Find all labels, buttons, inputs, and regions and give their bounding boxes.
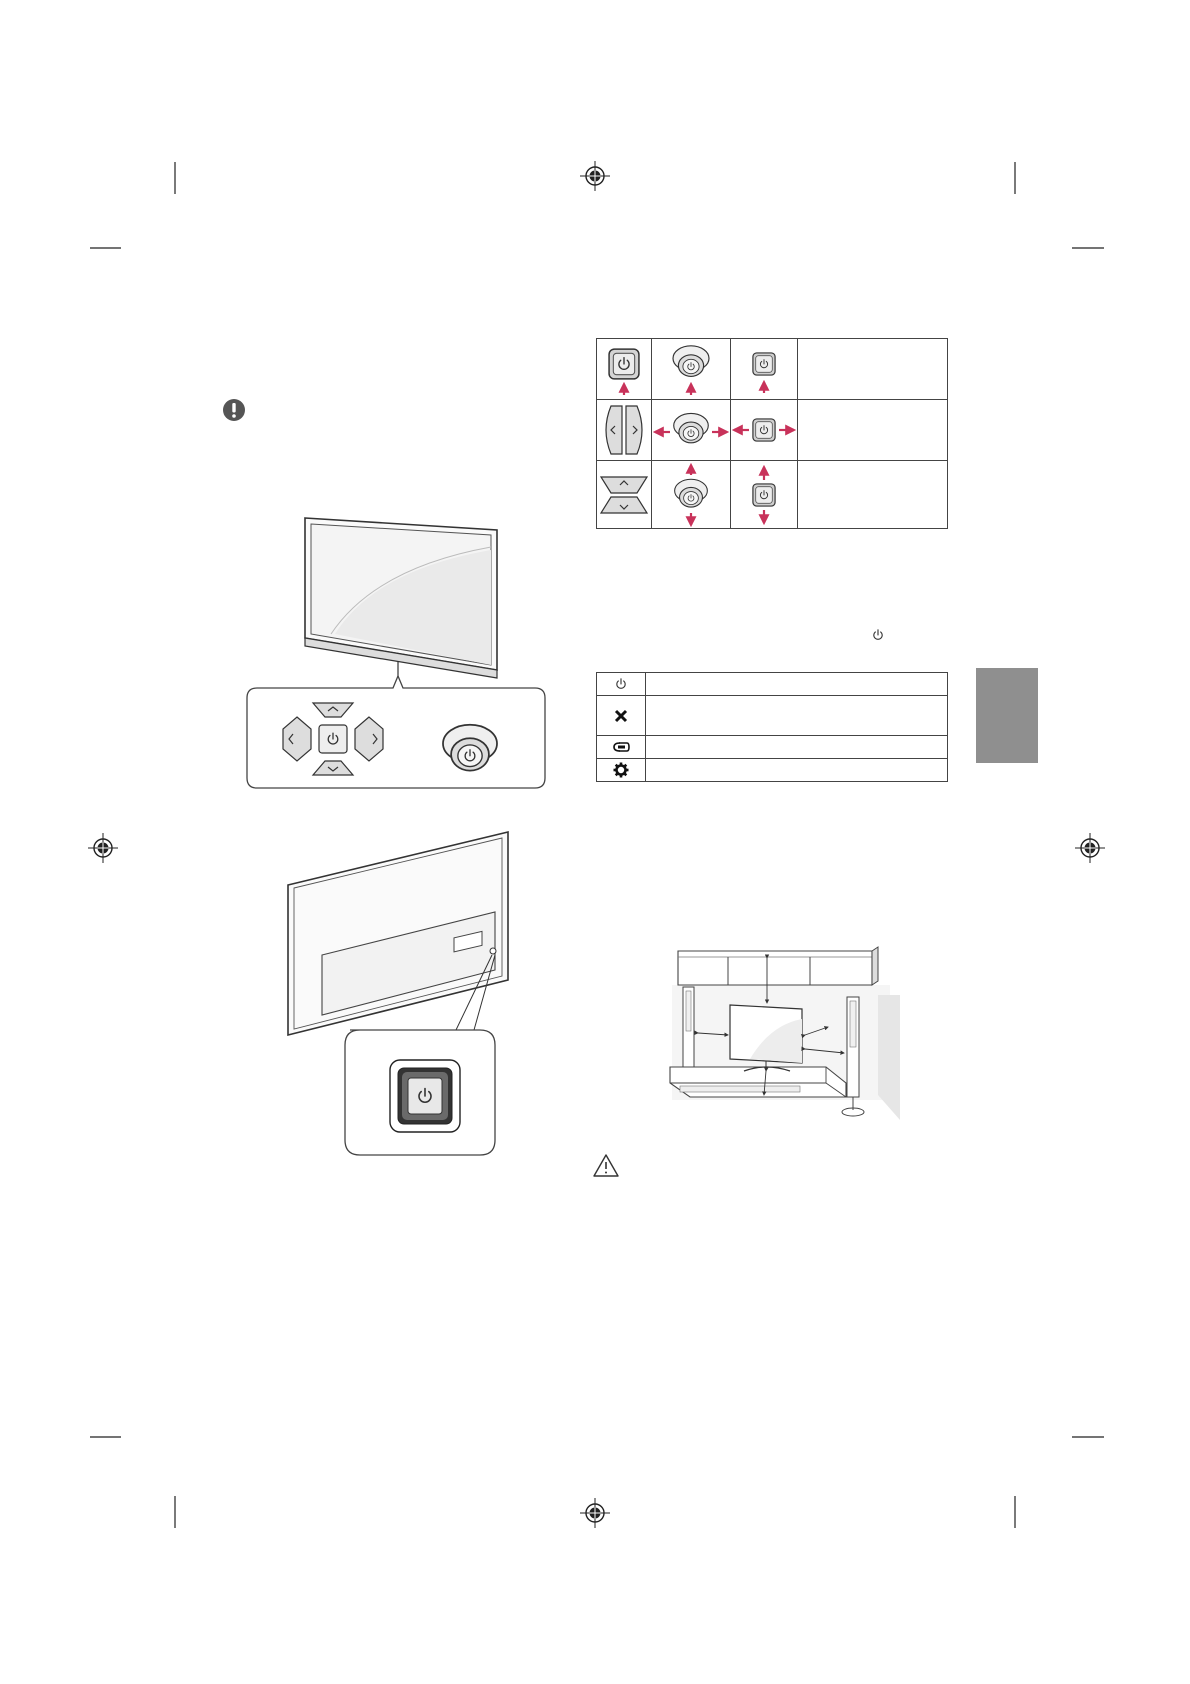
- menu-description-cell: [646, 673, 948, 696]
- menu-function-table: [596, 672, 948, 782]
- settings-gear-icon: [597, 759, 646, 782]
- joystick-left-right-icon: [652, 400, 731, 461]
- input-source-icon: [597, 736, 646, 759]
- menu-description-cell: [646, 696, 948, 736]
- left-right-keys-icon: [597, 400, 652, 461]
- registration-mark-bottom: [580, 1498, 610, 1528]
- power-button-left-right-icon: [731, 400, 798, 461]
- joystick-up-down-icon: [652, 461, 731, 529]
- tv-back-illustration: [280, 830, 520, 1160]
- power-button-press-icon: [731, 339, 798, 400]
- menu-description-cell: [646, 759, 948, 782]
- menu-description-cell: [646, 736, 948, 759]
- note-exclamation-icon: [222, 398, 246, 422]
- up-down-keys-icon: [597, 461, 652, 529]
- registration-mark-top: [580, 161, 610, 191]
- registration-mark-right: [1075, 833, 1105, 863]
- power-button-icon: [597, 339, 652, 400]
- installation-illustration: [650, 945, 900, 1130]
- power-icon: [597, 673, 646, 696]
- language-tab: [976, 668, 1038, 763]
- function-cell: [798, 400, 948, 461]
- function-cell: [798, 461, 948, 529]
- joystick-press-icon: [652, 339, 731, 400]
- power-button-up-down-icon: [731, 461, 798, 529]
- joystick-function-table: [596, 338, 948, 529]
- registration-mark-left: [88, 833, 118, 863]
- close-icon: [597, 696, 646, 736]
- power-symbol-icon: [871, 628, 885, 642]
- function-cell: [798, 339, 948, 400]
- tv-front-illustration: [245, 510, 550, 790]
- caution-triangle-icon: [592, 1153, 620, 1178]
